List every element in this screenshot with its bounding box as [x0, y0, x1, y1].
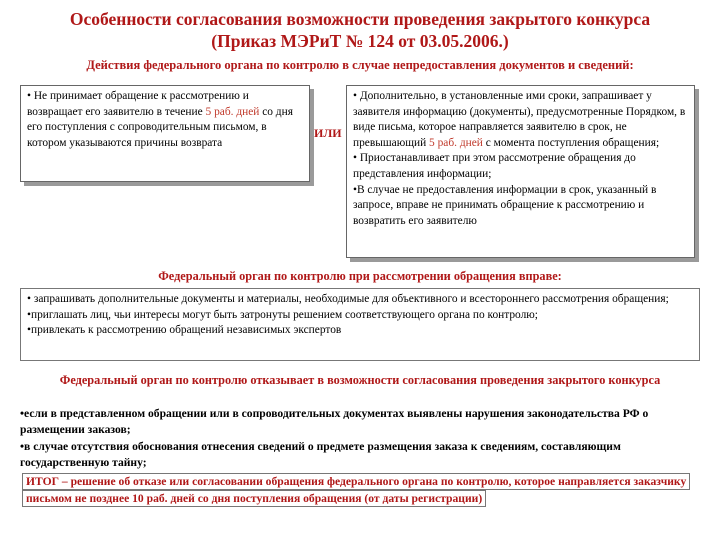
rights-item: • запрашивать дополнительные документы и материалы, необходимые для объективного и всестороннего рассмотрения обращения;	[27, 293, 669, 305]
request-info-box	[346, 85, 695, 258]
return-appeal-box	[20, 85, 310, 182]
or-label: ИЛИ	[314, 126, 342, 140]
right-item-2: • Приостанавливает при этом рассмотрение обращения до представления информации;	[353, 152, 636, 180]
left-text-b: со дня его поступления с сопроводительным письмом, в котором указываются причины возврата	[27, 105, 293, 149]
right-item-3: •В случае не предоставления информации в срок, указанный в запросе, вправе не принимать обращение к рассмотрению и возвратить его заявителю	[353, 183, 657, 227]
rights-heading: Федеральный орган по контролю при рассмотрении обращения вправе:	[158, 269, 562, 283]
refusal-heading: Федеральный орган по контролю отказывает в возможности согласования проведения закрытого конкурса	[59, 373, 661, 387]
page-title: Особенности согласования возможности проведения закрытого конкурса (Приказ МЭРиТ № 124 от 03.05.2006.)	[69, 9, 651, 51]
itog-summary	[22, 473, 702, 507]
right-item-1: • Дополнительно, в установленные ими сроки, запрашивает у заявителя информацию (документы), предусмотренные Порядком, в виде письма, которое направляется заявителю в срок, не превышающий 5 раб. дней с момента поступления обращения;	[353, 90, 686, 149]
section-subtitle: Действия федерального органа по контролю в случае непредоставления документов и сведений:	[86, 58, 634, 72]
rights-item: •приглашать лиц, чьи интересы могут быть затронуты решением соответствующего органа по контролю;	[27, 308, 538, 321]
itog-text: ИТОГ – решение об отказе или согласовании обращения федерального органа по контролю, которое направляется заказчику письмом не позднее 10 раб. дней со дня поступления обращения (от даты регистрации)	[22, 473, 690, 507]
refusal-item: •если в представленном обращении или в сопроводительных документах выявлены нарушения законодательства РФ о размещении заказов;	[20, 407, 649, 436]
left-text-a: • Не принимает обращение к рассмотрению и возвращает его заявителю в течение	[27, 90, 249, 118]
right-days: 5 раб. дней	[429, 136, 483, 149]
rights-item: •привлекать к рассмотрению обращений независимых экспертов	[27, 324, 342, 337]
refusal-item: •в случае отсутствия обоснования отнесения сведений о предмете размещения заказа к сведениям, составляющим государственную тайну;	[20, 440, 621, 469]
rights-box	[20, 288, 700, 361]
left-days: 5 раб. дней	[205, 105, 260, 118]
